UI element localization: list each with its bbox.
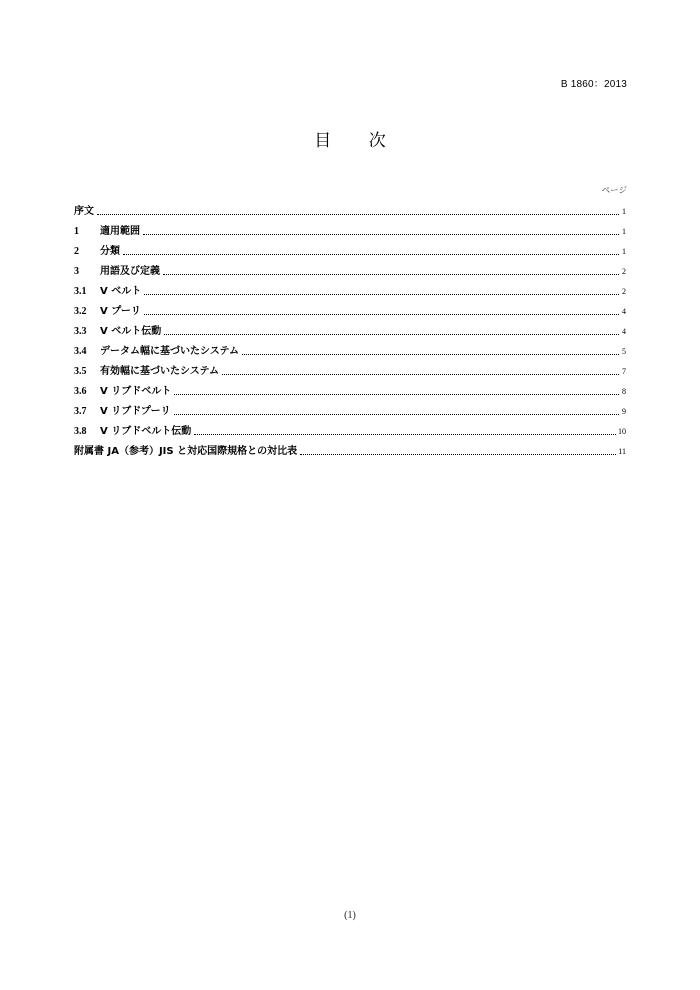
toc-entry-title: V プーリ [100,306,141,317]
toc-entry-title: 序文 [74,206,94,217]
toc-entry-number: 3.5 [74,366,87,377]
toc-entry-title: 有効幅に基づいたシステム [100,366,219,377]
toc-entry-page: 1 [622,247,626,256]
toc-entry-title: V リブドプーリ [100,406,171,417]
toc-entry-3-6[interactable] [74,379,626,399]
toc-entry-number: 3.8 [74,426,87,437]
toc-entry-title: データム幅に基づいたシステム [100,346,239,357]
toc-entry-title: 附属書 JA（参考）JIS と対応国際規格との対比表 [74,446,298,457]
toc-entry-3[interactable] [74,259,626,279]
toc-entry-1[interactable] [74,219,626,239]
page-title: 目 次 [314,131,402,151]
toc-entry-number: 3.6 [74,386,87,397]
toc-entry-3-3[interactable] [74,319,626,339]
toc-entry-number: 2 [74,246,79,257]
dot-leader [143,234,619,235]
toc-entry-title: V ベルト伝動 [100,326,162,337]
toc-entry-3-8[interactable] [74,419,626,439]
toc-entry-page: 1 [622,207,626,216]
toc-entry-page: 11 [618,447,626,456]
dot-leader [123,254,619,255]
toc-entry-page: 2 [622,267,626,276]
dot-leader [222,374,619,375]
dot-leader [174,414,619,415]
toc-entry-number: 3.3 [74,326,87,337]
dot-leader [194,434,616,435]
toc-entry-preface[interactable] [74,199,626,219]
toc-entry-annex-ja[interactable] [74,439,626,459]
dot-leader [144,314,619,315]
dot-leader [242,354,619,355]
toc-entry-title: V リブドベルト [100,386,172,397]
toc-entry-number: 3.4 [74,346,87,357]
toc-entry-number: 3.1 [74,286,87,297]
toc-entry-3-1[interactable] [74,279,626,299]
toc-entry-number: 3.7 [74,406,87,417]
toc-entry-title: V ベルト [100,286,142,297]
toc-entry-title: 用語及び定義 [100,266,160,277]
toc-entry-number: 3 [74,266,79,277]
page-column-label: ページ [601,186,627,196]
dot-leader [174,394,619,395]
toc-entry-3-7[interactable] [74,399,626,419]
toc-entry-3-2[interactable] [74,299,626,319]
toc-entry-3-5[interactable] [74,359,626,379]
toc-entry-number: 3.2 [74,306,87,317]
dot-leader [144,294,619,295]
toc-entry-title: 適用範囲 [100,226,140,237]
footer-page-number: (1) [344,910,356,921]
document-id: B 1860：2013 [560,79,627,90]
toc-entry-2[interactable] [74,239,626,259]
dot-leader [300,454,616,455]
toc-entry-page: 2 [622,287,626,296]
toc-entry-page: 10 [618,427,626,436]
table-of-contents [74,199,626,459]
toc-entry-page: 8 [622,387,626,396]
toc-entry-page: 4 [622,327,626,336]
toc-entry-page: 7 [622,367,626,376]
toc-entry-number: 1 [74,226,79,237]
toc-entry-page: 4 [622,307,626,316]
toc-entry-page: 9 [622,407,626,416]
toc-entry-page: 5 [622,347,626,356]
dot-leader [164,334,619,335]
toc-entry-3-4[interactable] [74,339,626,359]
toc-entry-title: V リブドベルト伝動 [100,426,192,437]
toc-entry-page: 1 [622,227,626,236]
dot-leader [97,214,619,215]
toc-entry-title: 分類 [100,246,120,257]
dot-leader [163,274,619,275]
